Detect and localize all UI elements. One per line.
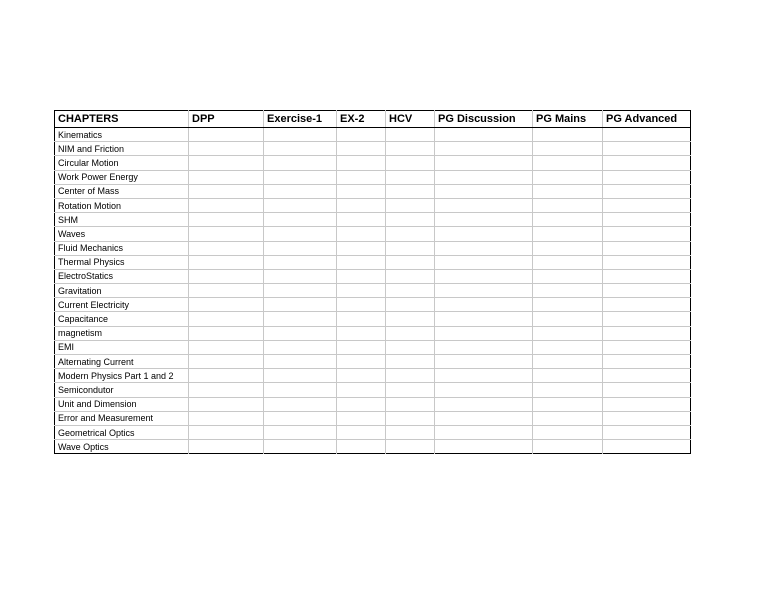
- chapter-cell[interactable]: Work Power Energy: [55, 170, 189, 184]
- header-ex-2: EX-2: [337, 111, 386, 128]
- chapter-cell[interactable]: Semicondutor: [55, 383, 189, 397]
- progress-cell[interactable]: [603, 312, 691, 326]
- table-row: [55, 326, 691, 340]
- progress-cell[interactable]: [337, 198, 386, 212]
- chapter-cell[interactable]: Capacitance: [55, 312, 189, 326]
- table-row: [55, 269, 691, 283]
- progress-cell[interactable]: [603, 411, 691, 425]
- chapter-cell[interactable]: Alternating Current: [55, 355, 189, 369]
- progress-cell[interactable]: [533, 397, 603, 411]
- progress-cell[interactable]: [337, 241, 386, 255]
- progress-cell[interactable]: [264, 170, 337, 184]
- table-row: [55, 156, 691, 170]
- progress-cell[interactable]: [189, 227, 264, 241]
- progress-cell[interactable]: [603, 284, 691, 298]
- progress-cell[interactable]: [386, 383, 435, 397]
- progress-cell[interactable]: [533, 269, 603, 283]
- progress-cell[interactable]: [435, 198, 533, 212]
- progress-cell[interactable]: [264, 241, 337, 255]
- chapter-cell[interactable]: Gravitation: [55, 284, 189, 298]
- progress-cell[interactable]: [386, 227, 435, 241]
- progress-cell[interactable]: [264, 355, 337, 369]
- progress-cell[interactable]: [533, 383, 603, 397]
- chapter-cell[interactable]: Wave Optics: [55, 440, 189, 454]
- progress-cell[interactable]: [337, 440, 386, 454]
- progress-cell[interactable]: [603, 425, 691, 439]
- header-pg-discussion: PG Discussion: [435, 111, 533, 128]
- chapter-cell[interactable]: Rotation Motion: [55, 198, 189, 212]
- progress-cell[interactable]: [264, 397, 337, 411]
- progress-cell[interactable]: [264, 269, 337, 283]
- progress-cell[interactable]: [533, 340, 603, 354]
- progress-cell[interactable]: [435, 142, 533, 156]
- table-row: [55, 340, 691, 354]
- progress-cell[interactable]: [435, 227, 533, 241]
- table-row: [55, 312, 691, 326]
- table-row: [55, 241, 691, 255]
- progress-cell[interactable]: [533, 198, 603, 212]
- chapter-cell[interactable]: Center of Mass: [55, 184, 189, 198]
- progress-cell[interactable]: [435, 425, 533, 439]
- table-row: [55, 425, 691, 439]
- progress-cell[interactable]: [533, 425, 603, 439]
- progress-cell[interactable]: [435, 340, 533, 354]
- chapter-cell[interactable]: Waves: [55, 227, 189, 241]
- table-row: [55, 397, 691, 411]
- progress-cell[interactable]: [533, 184, 603, 198]
- progress-cell[interactable]: [533, 156, 603, 170]
- progress-cell[interactable]: [603, 340, 691, 354]
- progress-cell[interactable]: [435, 128, 533, 142]
- progress-cell[interactable]: [264, 284, 337, 298]
- progress-cell[interactable]: [533, 298, 603, 312]
- header-hcv: HCV: [386, 111, 435, 128]
- progress-cell[interactable]: [337, 326, 386, 340]
- chapter-cell[interactable]: Modern Physics Part 1 and 2: [55, 369, 189, 383]
- progress-cell[interactable]: [189, 326, 264, 340]
- progress-cell[interactable]: [386, 241, 435, 255]
- progress-cell[interactable]: [337, 369, 386, 383]
- progress-cell[interactable]: [435, 213, 533, 227]
- progress-cell[interactable]: [264, 383, 337, 397]
- header-pg-mains: PG Mains: [533, 111, 603, 128]
- progress-cell[interactable]: [264, 411, 337, 425]
- progress-cell[interactable]: [435, 241, 533, 255]
- progress-cell[interactable]: [435, 156, 533, 170]
- progress-cell[interactable]: [386, 255, 435, 269]
- progress-cell[interactable]: [603, 142, 691, 156]
- progress-cell[interactable]: [337, 355, 386, 369]
- chapter-cell[interactable]: Circular Motion: [55, 156, 189, 170]
- chapter-cell[interactable]: EMI: [55, 340, 189, 354]
- progress-cell[interactable]: [264, 326, 337, 340]
- progress-cell[interactable]: [386, 440, 435, 454]
- progress-cell[interactable]: [189, 170, 264, 184]
- chapter-cell[interactable]: Geometrical Optics: [55, 425, 189, 439]
- progress-cell[interactable]: [386, 312, 435, 326]
- progress-cell[interactable]: [435, 255, 533, 269]
- header-chapters: CHAPTERS: [55, 111, 189, 128]
- progress-cell[interactable]: [603, 326, 691, 340]
- header-pg-advanced: PG Advanced: [603, 111, 691, 128]
- progress-cell[interactable]: [189, 312, 264, 326]
- progress-cell[interactable]: [189, 184, 264, 198]
- table-row: [55, 198, 691, 212]
- chapter-tracker-table: [54, 110, 691, 454]
- progress-cell[interactable]: [386, 340, 435, 354]
- progress-cell[interactable]: [189, 255, 264, 269]
- progress-cell[interactable]: [337, 142, 386, 156]
- chapter-cell[interactable]: ElectroStatics: [55, 269, 189, 283]
- progress-cell[interactable]: [189, 213, 264, 227]
- progress-cell[interactable]: [603, 156, 691, 170]
- progress-cell[interactable]: [435, 411, 533, 425]
- progress-cell[interactable]: [189, 355, 264, 369]
- table-row: [55, 440, 691, 454]
- progress-cell[interactable]: [435, 326, 533, 340]
- progress-cell[interactable]: [386, 184, 435, 198]
- progress-cell[interactable]: [603, 369, 691, 383]
- progress-cell[interactable]: [264, 298, 337, 312]
- table-row: [55, 170, 691, 184]
- header-row: [55, 111, 691, 128]
- progress-cell[interactable]: [603, 255, 691, 269]
- progress-cell[interactable]: [435, 170, 533, 184]
- progress-cell[interactable]: [337, 383, 386, 397]
- progress-cell[interactable]: [264, 128, 337, 142]
- progress-cell[interactable]: [533, 128, 603, 142]
- progress-cell[interactable]: [264, 142, 337, 156]
- progress-cell[interactable]: [533, 255, 603, 269]
- progress-cell[interactable]: [435, 440, 533, 454]
- progress-cell[interactable]: [533, 170, 603, 184]
- progress-cell[interactable]: [264, 156, 337, 170]
- progress-cell[interactable]: [533, 355, 603, 369]
- progress-cell[interactable]: [603, 170, 691, 184]
- progress-cell[interactable]: [189, 241, 264, 255]
- progress-cell[interactable]: [189, 369, 264, 383]
- progress-cell[interactable]: [337, 184, 386, 198]
- chapter-cell[interactable]: Fluid Mechanics: [55, 241, 189, 255]
- chapter-cell[interactable]: Unit and Dimension: [55, 397, 189, 411]
- progress-cell[interactable]: [189, 440, 264, 454]
- progress-cell[interactable]: [533, 227, 603, 241]
- progress-cell[interactable]: [603, 397, 691, 411]
- progress-cell[interactable]: [337, 156, 386, 170]
- progress-cell[interactable]: [264, 227, 337, 241]
- progress-cell[interactable]: [189, 298, 264, 312]
- progress-cell[interactable]: [189, 397, 264, 411]
- progress-cell[interactable]: [189, 156, 264, 170]
- progress-cell[interactable]: [603, 355, 691, 369]
- progress-cell[interactable]: [337, 312, 386, 326]
- progress-cell[interactable]: [603, 227, 691, 241]
- progress-cell[interactable]: [337, 227, 386, 241]
- progress-cell[interactable]: [533, 284, 603, 298]
- progress-cell[interactable]: [603, 198, 691, 212]
- chapter-cell[interactable]: Kinematics: [55, 128, 189, 142]
- table-row: [55, 184, 691, 198]
- progress-cell[interactable]: [337, 411, 386, 425]
- progress-cell[interactable]: [386, 355, 435, 369]
- progress-cell[interactable]: [337, 213, 386, 227]
- progress-cell[interactable]: [435, 269, 533, 283]
- progress-cell[interactable]: [435, 383, 533, 397]
- progress-cell[interactable]: [189, 340, 264, 354]
- progress-cell[interactable]: [386, 170, 435, 184]
- progress-cell[interactable]: [386, 198, 435, 212]
- progress-cell[interactable]: [264, 184, 337, 198]
- progress-cell[interactable]: [533, 142, 603, 156]
- progress-cell[interactable]: [189, 425, 264, 439]
- progress-cell[interactable]: [435, 184, 533, 198]
- progress-cell[interactable]: [386, 156, 435, 170]
- progress-cell[interactable]: [386, 326, 435, 340]
- progress-cell[interactable]: [264, 440, 337, 454]
- table-row: [55, 213, 691, 227]
- progress-cell[interactable]: [264, 340, 337, 354]
- progress-cell[interactable]: [189, 142, 264, 156]
- progress-cell[interactable]: [435, 355, 533, 369]
- progress-cell[interactable]: [533, 369, 603, 383]
- progress-cell[interactable]: [603, 128, 691, 142]
- header-dpp: DPP: [189, 111, 264, 128]
- table-row: [55, 355, 691, 369]
- progress-cell[interactable]: [603, 184, 691, 198]
- progress-cell[interactable]: [386, 213, 435, 227]
- progress-cell[interactable]: [386, 397, 435, 411]
- progress-cell[interactable]: [435, 397, 533, 411]
- table-row: [55, 284, 691, 298]
- table-row: [55, 255, 691, 269]
- progress-cell[interactable]: [337, 298, 386, 312]
- table-row: [55, 227, 691, 241]
- progress-cell[interactable]: [337, 340, 386, 354]
- progress-cell[interactable]: [264, 213, 337, 227]
- progress-cell[interactable]: [603, 269, 691, 283]
- chapter-cell[interactable]: magnetism: [55, 326, 189, 340]
- progress-cell[interactable]: [603, 298, 691, 312]
- progress-cell[interactable]: [337, 397, 386, 411]
- progress-cell[interactable]: [386, 128, 435, 142]
- progress-cell[interactable]: [264, 312, 337, 326]
- progress-cell[interactable]: [603, 440, 691, 454]
- progress-cell[interactable]: [337, 128, 386, 142]
- progress-cell[interactable]: [435, 312, 533, 326]
- progress-cell[interactable]: [435, 369, 533, 383]
- progress-cell[interactable]: [386, 425, 435, 439]
- chapter-cell[interactable]: NIM and Friction: [55, 142, 189, 156]
- progress-cell[interactable]: [386, 142, 435, 156]
- progress-cell[interactable]: [533, 241, 603, 255]
- progress-cell[interactable]: [189, 128, 264, 142]
- progress-cell[interactable]: [386, 298, 435, 312]
- table-row: [55, 383, 691, 397]
- chapter-cell[interactable]: Current Electricity: [55, 298, 189, 312]
- progress-cell[interactable]: [337, 170, 386, 184]
- progress-cell[interactable]: [189, 198, 264, 212]
- progress-cell[interactable]: [264, 369, 337, 383]
- chapter-cell[interactable]: SHM: [55, 213, 189, 227]
- progress-cell[interactable]: [435, 284, 533, 298]
- progress-cell[interactable]: [189, 284, 264, 298]
- progress-cell[interactable]: [337, 255, 386, 269]
- progress-cell[interactable]: [337, 425, 386, 439]
- progress-cell[interactable]: [533, 326, 603, 340]
- progress-cell[interactable]: [386, 411, 435, 425]
- table-body: [55, 128, 691, 454]
- progress-cell[interactable]: [435, 298, 533, 312]
- table-row: [55, 142, 691, 156]
- table-row: [55, 369, 691, 383]
- progress-cell[interactable]: [533, 312, 603, 326]
- progress-cell[interactable]: [264, 255, 337, 269]
- progress-cell[interactable]: [603, 241, 691, 255]
- progress-cell[interactable]: [603, 213, 691, 227]
- progress-cell[interactable]: [386, 269, 435, 283]
- progress-cell[interactable]: [533, 440, 603, 454]
- progress-cell[interactable]: [386, 369, 435, 383]
- chapter-cell[interactable]: Thermal Physics: [55, 255, 189, 269]
- table-row: [55, 128, 691, 142]
- table-row: [55, 411, 691, 425]
- progress-cell[interactable]: [337, 269, 386, 283]
- progress-cell[interactable]: [533, 213, 603, 227]
- table-row: [55, 298, 691, 312]
- progress-cell[interactable]: [337, 284, 386, 298]
- chapter-cell[interactable]: Error and Measurement: [55, 411, 189, 425]
- progress-cell[interactable]: [264, 198, 337, 212]
- progress-cell[interactable]: [533, 411, 603, 425]
- progress-cell[interactable]: [386, 284, 435, 298]
- progress-cell[interactable]: [603, 383, 691, 397]
- progress-cell[interactable]: [189, 411, 264, 425]
- progress-cell[interactable]: [264, 425, 337, 439]
- progress-cell[interactable]: [189, 383, 264, 397]
- progress-cell[interactable]: [189, 269, 264, 283]
- header-exercise-1: Exercise-1: [264, 111, 337, 128]
